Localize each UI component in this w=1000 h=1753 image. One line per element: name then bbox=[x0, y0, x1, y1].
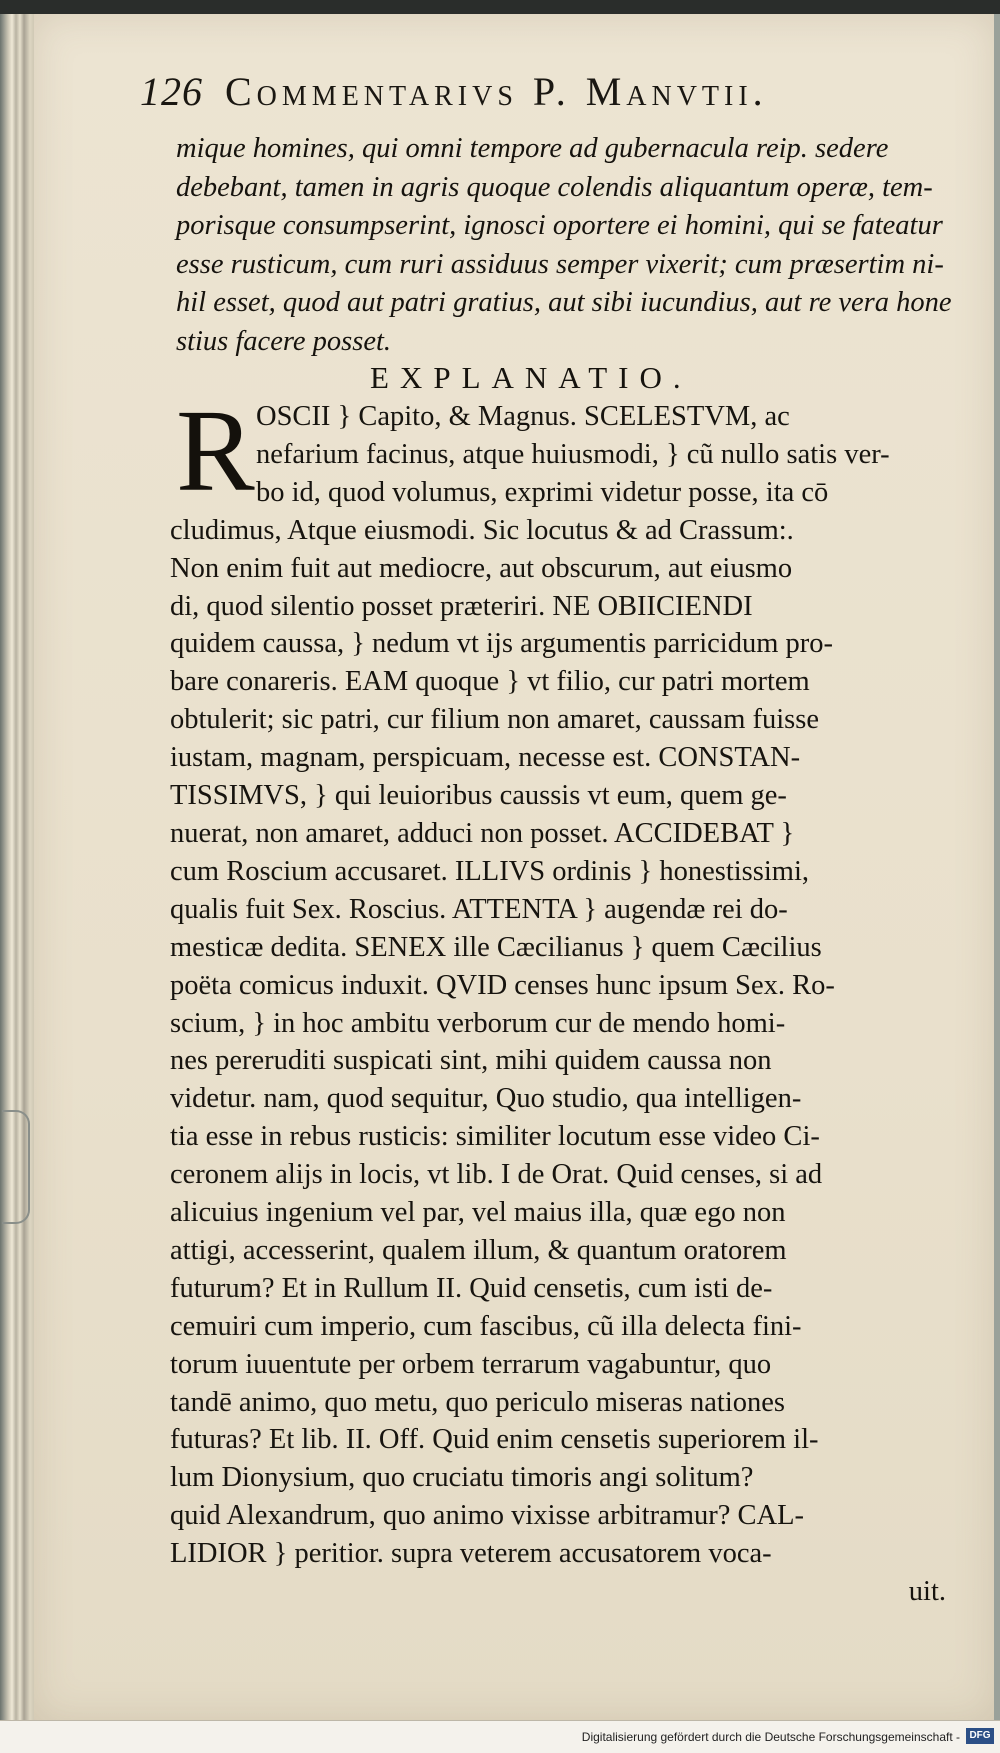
text-line: cemuiri cum imperio, cum fascibus, cũ illa delecta fini- bbox=[170, 1310, 802, 1342]
text-line: poëta comicus induxit. QVID censes hunc ipsum Sex. Ro- bbox=[170, 969, 835, 1001]
text-line: qualis fuit Sex. Roscius. ATTENTA } augendæ rei do- bbox=[170, 893, 788, 925]
text-line: tandē animo, quo metu, quo periculo miseras nationes bbox=[170, 1386, 785, 1418]
text-line: nuerat, non amaret, adduci non posset. ACCIDEBAT } bbox=[170, 817, 795, 849]
drop-capital: R bbox=[176, 385, 255, 516]
text-line: lum Dionysium, quo cruciatu timoris angi solitum? bbox=[170, 1462, 754, 1494]
digitization-footer bbox=[0, 1720, 1000, 1753]
text-line: alicuius ingenium vel par, vel maius illa, quæ ego non bbox=[170, 1197, 786, 1229]
section-heading: EXPLANATIO. bbox=[370, 360, 692, 395]
text-line: uit. bbox=[908, 1576, 946, 1608]
text-line: nefarium facinus, atque huiusmodi, } cũ nullo satis ver- bbox=[256, 438, 890, 470]
dfg-logo: DFG bbox=[966, 1728, 994, 1744]
text-line: mesticæ dedita. SENEX ille Cæcilianus } quem Cæcilius bbox=[170, 931, 822, 963]
text-line: stius facere posset. bbox=[176, 325, 392, 357]
text-line: ceronem alijs in locis, vt lib. I de Orat. Quid censes, si ad bbox=[170, 1159, 823, 1191]
book-page-edges bbox=[0, 14, 34, 1720]
text-line: quidem caussa, } nedum vt ijs argumentis parricidum pro- bbox=[170, 628, 833, 660]
text-line: debebant, tamen in agris quoque colendis aliquantum operæ, tem- bbox=[176, 171, 933, 203]
text-line: obtulerit; sic patri, cur filium non amaret, caussam fuisse bbox=[170, 704, 819, 736]
text-line: quid Alexandrum, quo animo vixisse arbitramur? CAL- bbox=[170, 1500, 804, 1532]
running-head: Commentarivs P. Manvtii. bbox=[225, 69, 768, 114]
commentary-body bbox=[170, 385, 960, 1611]
page-header bbox=[140, 68, 960, 124]
text-line: TISSIMVS, } qui leuioribus caussis vt eum, quem ge- bbox=[170, 780, 787, 812]
text-line: di, quod silentio posset præteriri. NE OBIICIENDI bbox=[170, 590, 753, 622]
book-clasp bbox=[2, 1110, 30, 1224]
text-line: hil esset, quod aut patri gratius, aut sibi iucundius, aut re vera hone bbox=[176, 287, 952, 319]
text-line: scium, } in hoc ambitu verborum cur de mendo homi- bbox=[170, 1007, 786, 1039]
text-line: nes pereruditi suspicati sint, mihi quidem caussa non bbox=[170, 1045, 772, 1077]
text-line: mique homines, qui omni tempore ad gubernacula reip. sedere bbox=[176, 133, 889, 164]
text-line: futuras? Et lib. II. Off. Quid enim censetis superiorem il- bbox=[170, 1424, 819, 1456]
text-line: bare conareris. EAM quoque } vt filio, cur patri mortem bbox=[170, 666, 810, 698]
text-line: iustam, magnam, perspicuam, necesse est. CONSTAN- bbox=[170, 742, 801, 774]
text-line: Non enim fuit aut mediocre, aut obscurum, aut eiusmo bbox=[170, 552, 793, 584]
text-line: cludimus, Atque eiusmodi. Sic locutus & ad Crassum:. bbox=[170, 514, 794, 546]
text-line: futurum? Et in Rullum II. Quid censetis, cum isti de- bbox=[170, 1272, 773, 1304]
text-line: torum iuuentute per orbem terrarum vagabuntur, quo bbox=[170, 1348, 772, 1380]
text-line: OSCII } Capito, & Magnus. SCELESTVM, ac bbox=[256, 401, 790, 432]
page-number: 126 bbox=[140, 69, 203, 114]
text-line: cum Roscium accusaret. ILLIVS ordinis } honestissimi, bbox=[170, 855, 809, 887]
text-line: porisque consumpserint, ignosci oportere ei homini, qui se fateatur bbox=[176, 210, 943, 242]
text-line: tia esse in rebus rusticis: similiter locutum esse video Ci- bbox=[170, 1121, 820, 1153]
text-line: esse rusticum, cum ruri assiduus semper vixerit; cum præsertim ni- bbox=[176, 248, 944, 280]
footer-credit: Digitalisierung gefördert durch die Deutsche Forschungsgemeinschaft - bbox=[581, 1730, 960, 1744]
scan-top-border bbox=[0, 0, 1000, 14]
text-line: LIDIOR } peritior. supra veterem accusatorem voca- bbox=[170, 1538, 772, 1570]
text-line: attigi, accesserint, qualem illum, & quantum oratorem bbox=[170, 1234, 787, 1266]
text-line: bo id, quod volumus, exprimi videtur posse, ita cō bbox=[256, 476, 829, 508]
italic-paragraph bbox=[176, 130, 956, 362]
text-line: videtur. nam, quod sequitur, Quo studio, qua intelligen- bbox=[170, 1083, 802, 1115]
